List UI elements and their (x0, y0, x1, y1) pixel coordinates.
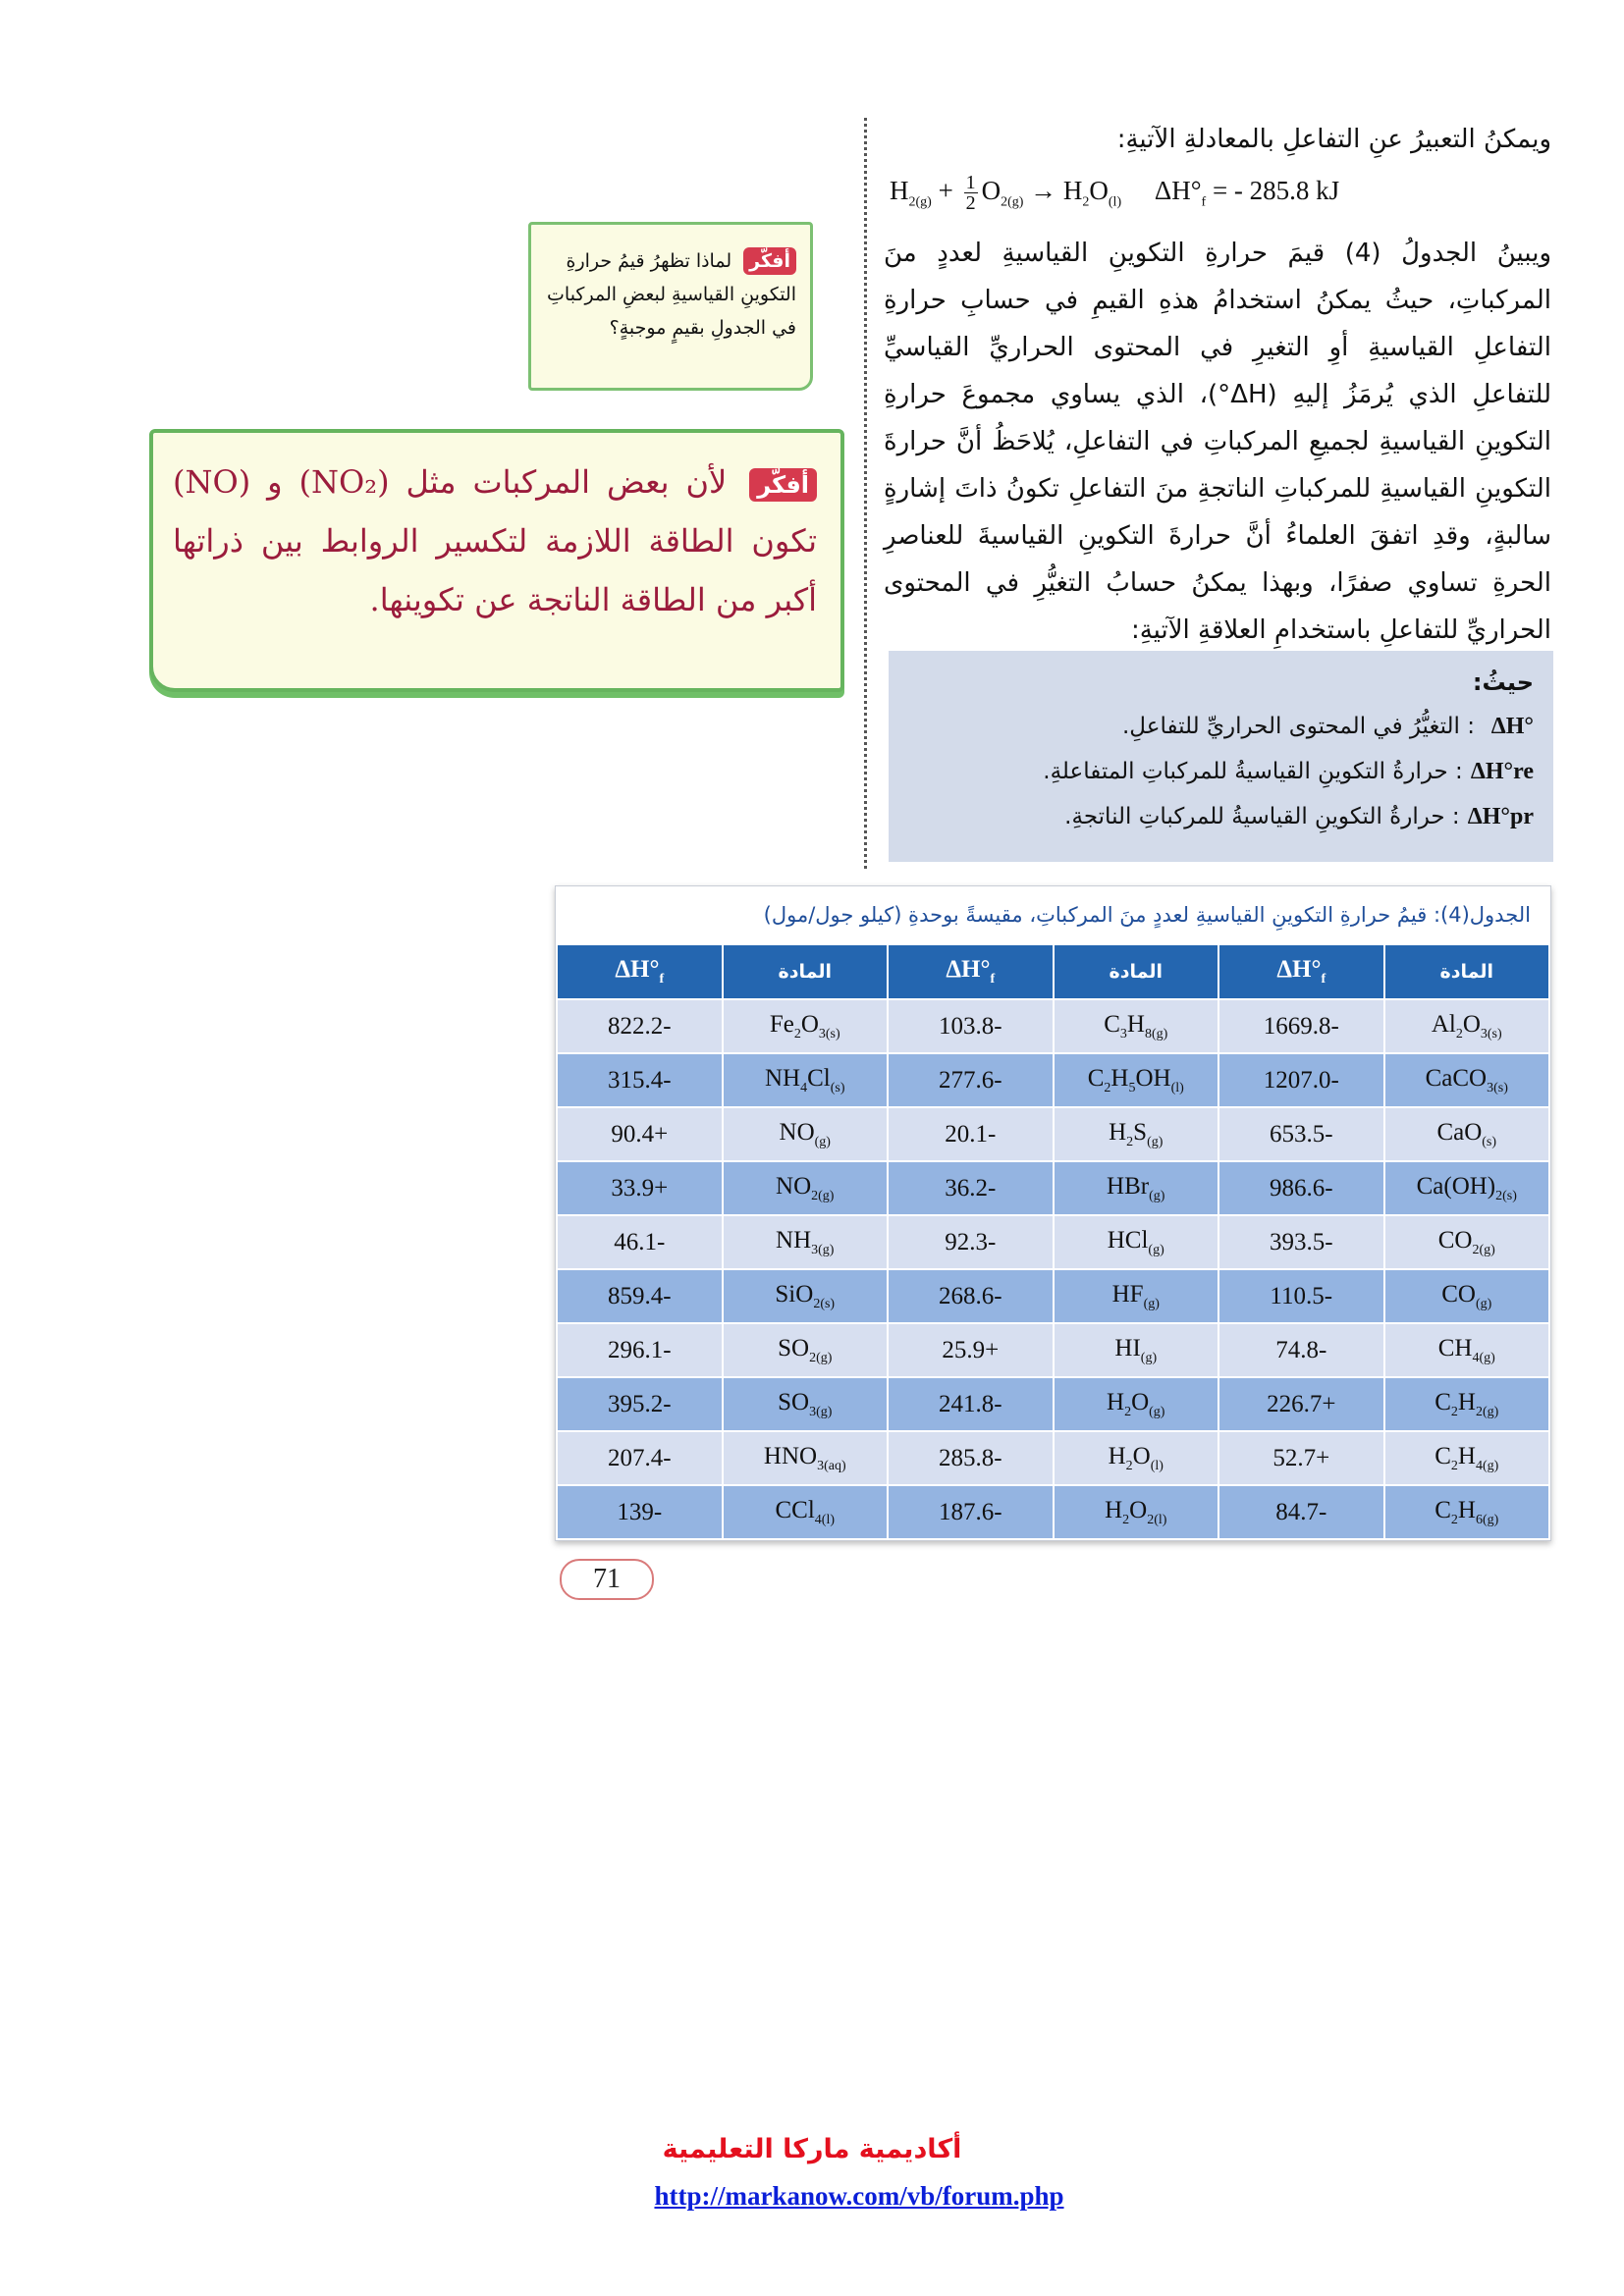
definitions-heading: حيثُ: (1472, 668, 1534, 696)
header-dh: $\Delta H^\circ_f$ (557, 944, 723, 999)
definition-row: ΔH°re : حرارةُ التكوينِ القياسيةُ للمركباتِ المتفاعلةِ. (1043, 759, 1534, 784)
substance-cell: CCl$_{4(l)}$ (723, 1485, 889, 1539)
think-badge: أفكّر (749, 468, 817, 502)
table-row (557, 1215, 1549, 1269)
think-answer-text: لأن بعض المركبات مثل (NO₂) و (NO) تكون الطاقة اللازمة لتكسير الروابط بين ذراتها أكبر من الطاقة الناتجة عن تكوينها. (173, 463, 817, 618)
substance-cell: $NO_{(g)}$ (723, 1107, 889, 1161)
half-fraction: $\frac{1}{2}$ (965, 172, 976, 215)
enthalpy-value-cell: -1207.0 (1218, 1053, 1384, 1107)
enthalpy-value-cell: -207.4 (557, 1431, 723, 1485)
substance-cell: SiO$_{2(s)}$ (723, 1269, 889, 1323)
enthalpy-value-cell: -277.6 (888, 1053, 1054, 1107)
enthalpy-value-cell: -187.6 (888, 1485, 1054, 1539)
substance-cell: $SO_{3(g)}$ (723, 1377, 889, 1431)
enthalpy-value-cell: +33.9 (557, 1161, 723, 1215)
enthalpy-value-cell: +52.7 (1218, 1431, 1384, 1485)
arrow-icon: → (1030, 176, 1057, 205)
enthalpy-value-cell: -393.5 (1218, 1215, 1384, 1269)
substance-cell: $C_2H_5OH_{(l)}$ (1054, 1053, 1219, 1107)
substance-cell: $HF_{(g)}$ (1054, 1269, 1219, 1323)
substance-cell: HBr$_{(g)}$ (1054, 1161, 1219, 1215)
substance-cell: $CO_{(g)}$ (1384, 1269, 1550, 1323)
data-table (556, 943, 1550, 1540)
think-question-text: لماذا تظهرُ قيمُ حرارةِ التكوينِ القياسيةِ لبعضِ المركباتِ في الجدولِ بقيمٍ موجبةٍ؟ (547, 250, 796, 339)
table-row (557, 1323, 1549, 1377)
think-badge: أفكّر (743, 247, 796, 275)
table-row (557, 1161, 1549, 1215)
substance-cell: $C_2H_{6(g)}$ (1384, 1485, 1550, 1539)
reaction-equation: $H_{2(g)}$ + $\frac{1}{2}$ $O_{2(g)} \to H_2O_{(l)}$ $\Delta H^\circ_f$ = - 285.8 kJ (890, 172, 1340, 215)
enthalpy-value-cell: -653.5 (1218, 1107, 1384, 1161)
footer-link[interactable]: http://markanow.com/vb/forum.php (654, 2181, 1064, 2211)
substance-cell: $H_2O_{2(l)}$ (1054, 1485, 1219, 1539)
table-row (557, 1269, 1549, 1323)
table-row (557, 1107, 1549, 1161)
think-question-box (528, 222, 813, 391)
table-row (557, 1377, 1549, 1431)
enthalpy-value-cell: -395.2 (557, 1377, 723, 1431)
definition-row: ΔH°pr : حرارةُ التكوينِ القياسيةُ للمركباتِ الناتجةِ. (1064, 804, 1534, 829)
enthalpy-value-cell: -36.2 (888, 1161, 1054, 1215)
substance-cell: $H_2O_{(l)}$ (1054, 1431, 1219, 1485)
think-answer-box (149, 429, 844, 692)
enthalpy-value-cell: -103.8 (888, 999, 1054, 1053)
definitions-box (889, 651, 1553, 862)
substance-cell: $NO_{2(g)}$ (723, 1161, 889, 1215)
enthalpy-value-cell: -859.4 (557, 1269, 723, 1323)
page-number: 71 (560, 1559, 654, 1600)
enthalpy-value-cell: -315.4 (557, 1053, 723, 1107)
enthalpy-value-cell: -20.1 (888, 1107, 1054, 1161)
table-caption: الجدول(4): قيمُ حرارةِ التكوينِ القياسيةِ لعددٍ منَ المركباتِ، مقيسةً بوحدةِ (كيلو جول/مول) (763, 903, 1531, 927)
substance-cell: $C_2H_{2(g)}$ (1384, 1377, 1550, 1431)
explanation-paragraph: ويبينُ الجدولُ (4) قيمَ حرارةِ التكوينِ القياسيةِ لعددٍ منَ المركباتِ، حيثُ يمكنُ استخدامُ هذهِ القيمِ في حسابِ حرارةِ التفاعلِ القياسيةِ أوِ التغيرِ في المحتوى الحراريِّ القياسيِّ للتفاعلِ الذي يُرمَزُ إليهِ (ΔH°)، الذي يساوي مجموعَ حرارةِ التكوينِ القياسيةِ لجميعِ المركباتِ في التفاعلِ، يُلاحَظُ أنَّ حرارةَ التكوينِ القياسيةِ للمركباتِ الناتجةِ منَ التفاعلِ تكونُ ذاتَ إشارةٍ سالبةٍ، وقدِ اتفقَ العلماءُ أنَّ حرارةَ التكوينِ القياسيةَ للعناصرِ الحرةِ تساوي صفرًا، وبهذا يمكنُ حسابُ التغيُّرِ في المحتوى الحراريِّ للتفاعلِ باستخدامِ العلاقةِ الآتيةِ: (884, 239, 1551, 646)
enthalpy-value-cell: -1669.8 (1218, 999, 1384, 1053)
substance-cell: $HI_{(g)}$ (1054, 1323, 1219, 1377)
enthalpy-table (555, 885, 1551, 1541)
enthalpy-value-cell: -268.6 (888, 1269, 1054, 1323)
enthalpy-value-cell: -986.6 (1218, 1161, 1384, 1215)
header-substance: المادة (1054, 944, 1219, 999)
substance-cell: $Fe_2O_{3(s)}$ (723, 999, 889, 1053)
intro-text: ويمكنُ التعبيرُ عنِ التفاعلِ بالمعادلةِ الآتيةِ: (1116, 125, 1551, 154)
enthalpy-value-cell: -84.7 (1218, 1485, 1384, 1539)
table-row (557, 999, 1549, 1053)
substance-cell: $Al_2O_{3(s)}$ (1384, 999, 1550, 1053)
main-text (884, 116, 1551, 705)
header-dh: $\Delta H^\circ_f$ (1218, 944, 1384, 999)
enthalpy-value-cell: -139 (557, 1485, 723, 1539)
enthalpy-value-cell: -285.8 (888, 1431, 1054, 1485)
table-row (557, 1485, 1549, 1539)
substance-cell: $NH_{3(g)}$ (723, 1215, 889, 1269)
enthalpy-value-cell: +90.4 (557, 1107, 723, 1161)
substance-cell: $SO_{2(g)}$ (723, 1323, 889, 1377)
substance-cell: $CH_{4(g)}$ (1384, 1323, 1550, 1377)
enthalpy-value-cell: -241.8 (888, 1377, 1054, 1431)
enthalpy-value-cell: +25.9 (888, 1323, 1054, 1377)
enthalpy-value-cell: -822.2 (557, 999, 723, 1053)
footer-title: أكاديمية ماركا التعليمية (662, 2134, 962, 2164)
substance-cell: $HNO_{3(aq)}$ (723, 1431, 889, 1485)
substance-cell: CaCO$_{3(s)}$ (1384, 1053, 1550, 1107)
enthalpy-value-cell: -110.5 (1218, 1269, 1384, 1323)
column-separator (864, 118, 867, 869)
substance-cell: $C_3H_{8(g)}$ (1054, 999, 1219, 1053)
table-row (557, 1053, 1549, 1107)
substance-cell: $H_2O_{(g)}$ (1054, 1377, 1219, 1431)
substance-cell: $Ca(OH)_{2(s)}$ (1384, 1161, 1550, 1215)
enthalpy-value-cell: -46.1 (557, 1215, 723, 1269)
substance-cell: $C_2H_{4(g)}$ (1384, 1431, 1550, 1485)
substance-cell: $NH_4Cl_{(s)}$ (723, 1053, 889, 1107)
substance-cell: $H_2S_{(g)}$ (1054, 1107, 1219, 1161)
substance-cell: HCl$_{(g)}$ (1054, 1215, 1219, 1269)
substance-cell: CaO$_{(s)}$ (1384, 1107, 1550, 1161)
substance-cell: $CO_{2(g)}$ (1384, 1215, 1550, 1269)
header-substance: المادة (1384, 944, 1550, 999)
definition-row: ΔH° : التغيُّرُ في المحتوى الحراريِّ للتفاعلِ. (1122, 714, 1534, 739)
enthalpy-value-cell: -74.8 (1218, 1323, 1384, 1377)
header-dh: $\Delta H^\circ_f$ (888, 944, 1054, 999)
enthalpy-value-cell: +226.7 (1218, 1377, 1384, 1431)
header-substance: المادة (723, 944, 889, 999)
table-row (557, 1431, 1549, 1485)
enthalpy-value-cell: -296.1 (557, 1323, 723, 1377)
table-header-row (557, 944, 1549, 999)
enthalpy-value-cell: -92.3 (888, 1215, 1054, 1269)
